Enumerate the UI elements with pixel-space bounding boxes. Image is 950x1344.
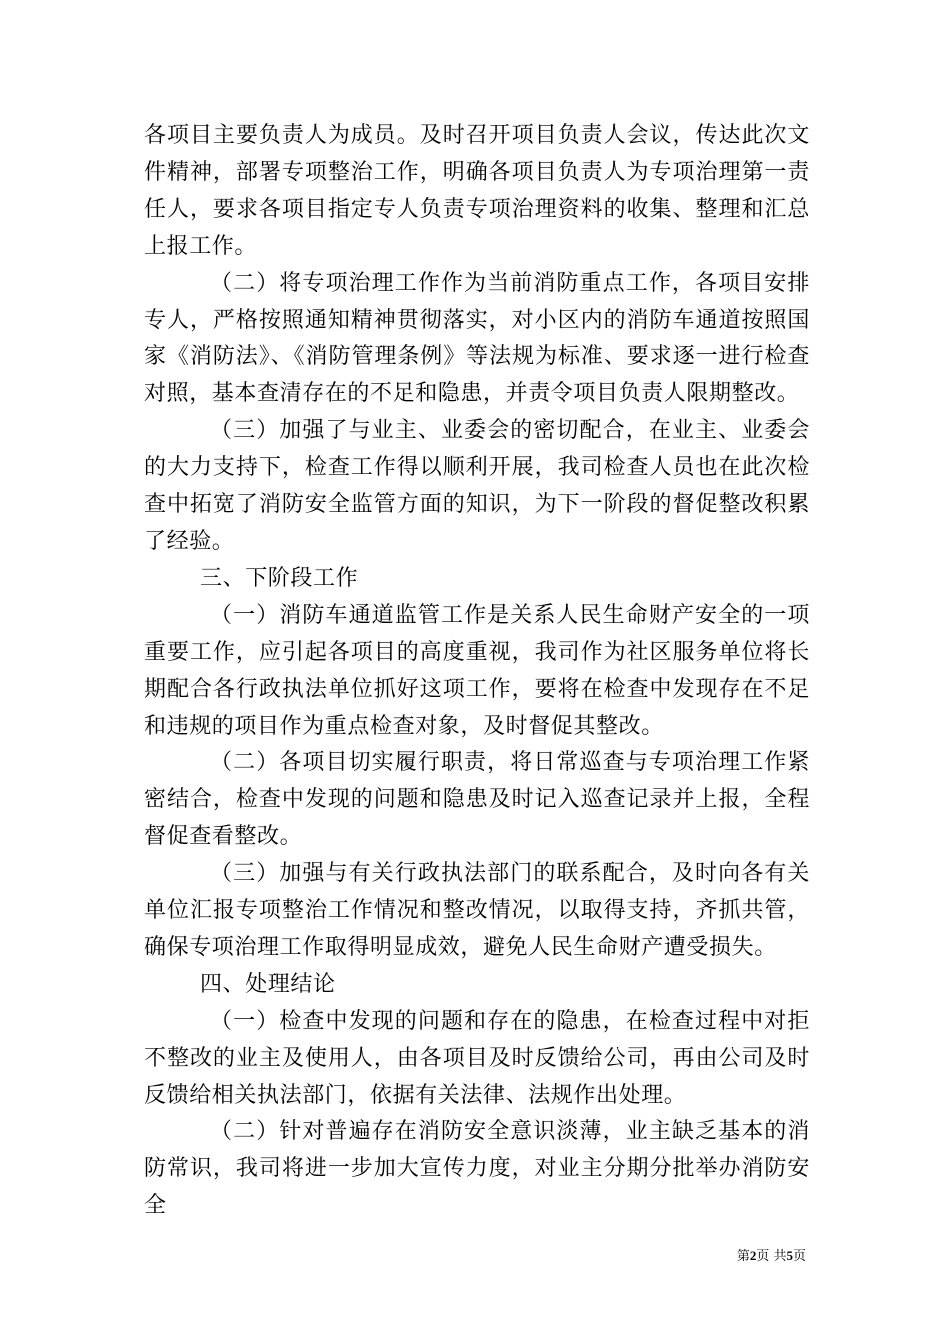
paragraph-item-3-3: （三）加强与有关行政执法部门的联系配合，及时向各有关单位汇报专项整治工作情况和整改情况，以取得支持，齐抓共管，确保专项治理工作取得明显成效，避免人民生命财产遭受损失。 bbox=[144, 861, 810, 960]
document-body bbox=[144, 118, 810, 1225]
paragraph-item-2-2: （二）将专项治理工作作为当前消防重点工作，各项目安排专人，严格按照通知精神贯彻落实，对小区内的消防车通道按照国家《消防法》、《消防管理条例》等法规为标准、要求逐一进行检查对照，基本查清存在的不足和隐患，并责令项目负责人限期整改。 bbox=[144, 270, 810, 407]
page-footer bbox=[737, 1248, 806, 1265]
section-heading-3: 三、下阶段工作 bbox=[200, 565, 359, 591]
paragraph-item-3-2: （二）各项目切实履行职责，将日常巡查与专项治理工作紧密结合，检查中发现的问题和隐患及时记入巡查记录并上报，全程督促查看整改。 bbox=[144, 750, 810, 850]
footer-current-page: 2 bbox=[749, 1248, 757, 1263]
footer-prefix: 第 bbox=[736, 1249, 750, 1264]
footer-middle: 页 共 bbox=[756, 1249, 787, 1264]
paragraph-item-3-1: （一）消防车通道监管工作是关系人民生命财产安全的一项重要工作，应引起各项目的高度重视，我司作为社区服务单位将长期配合各行政执法单位抓好这项工作，要将在检查中发现存在不足和违规的项目作为重点检查对象，及时督促其整改。 bbox=[144, 602, 810, 739]
paragraph-item-2-3: （三）加强了与业主、业委会的密切配合，在业主、业委会的大力支持下，检查工作得以顺利开展，我司检查人员也在此次检查中拓宽了消防安全监管方面的知识，为下一阶段的督促整改积累了经验。 bbox=[144, 418, 810, 554]
footer-suffix: 页 bbox=[792, 1249, 806, 1264]
footer-total-pages: 5 bbox=[786, 1248, 793, 1263]
paragraph-item-4-1: （一）检查中发现的问题和存在的隐患，在检查过程中对拒不整改的业主及使用人，由各项目及时反馈给公司，再由公司及时反馈给相关执法部门，依据有关法律、法规作出处理。 bbox=[144, 1008, 810, 1108]
paragraph-item-4-2: （二）针对普遍存在消防安全意识淡薄，业主缺乏基本的消防常识，我司将进一步加大宣传力度，对业主分期分批举办消防安全 bbox=[144, 1119, 810, 1219]
section-heading-4: 四、处理结论 bbox=[200, 971, 336, 997]
paragraph-intro-continued: 各项目主要负责人为成员。及时召开项目负责人会议，传达此次文件精神，部署专项整治工作，明确各项目负责人为专项治理第一责任人，要求各项目指定专人负责专项治理资料的收集、整理和汇总上报工作。 bbox=[144, 123, 810, 259]
